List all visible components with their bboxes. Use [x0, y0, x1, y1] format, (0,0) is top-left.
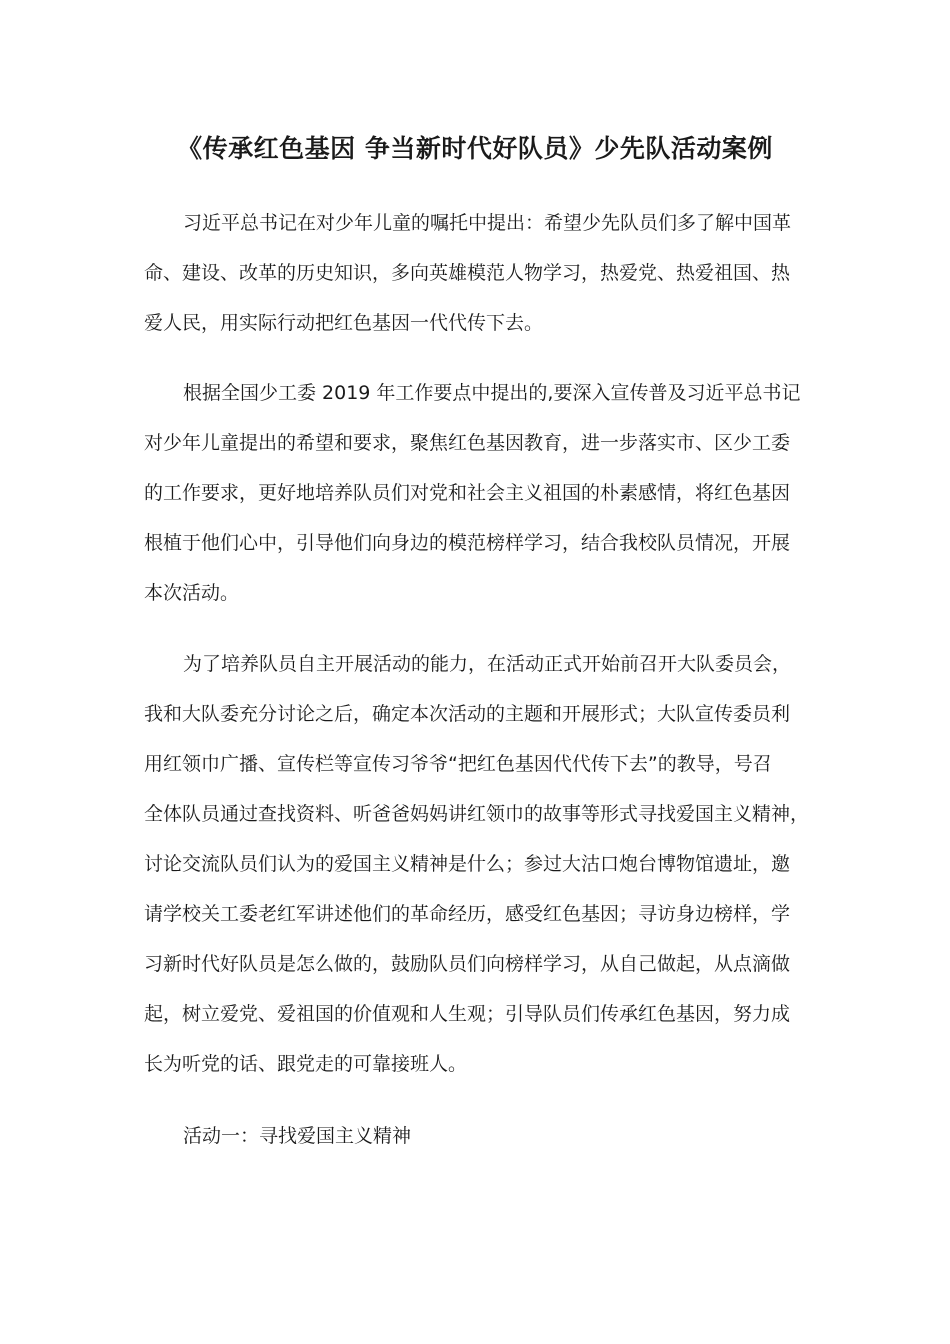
- paragraph-line: 根植于他们心中，引导他们向身边的模范榜样学习，结合我校队员情况，开展: [144, 532, 791, 554]
- paragraph-line: 我和大队委充分讨论之后，确定本次活动的主题和开展形式；大队宣传委员利: [144, 703, 791, 725]
- document-title: 《传承红色基因 争当新时代好队员》少先队活动案例: [177, 134, 773, 163]
- paragraph-line: 根据全国少工委 2019 年工作要点中提出的,要深入宣传普及习近平总书记: [183, 382, 801, 404]
- paragraph-line: 请学校关工委老红军讲述他们的革命经历，感受红色基因；寻访身边榜样，学: [144, 903, 791, 925]
- paragraph-1: [144, 198, 809, 348]
- paragraph-line: 爱人民，用实际行动把红色基因一代代传下去。: [144, 312, 544, 334]
- paragraph-line: 的工作要求，更好地培养队员们对党和社会主义祖国的朴素感情，将红色基因: [144, 482, 791, 504]
- paragraph-line: 对少年儿童提出的希望和要求，聚焦红色基因教育，进一步落实市、区少工委: [144, 432, 791, 454]
- paragraph-line: 习新时代好队员是怎么做的，鼓励队员们向榜样学习，从自己做起，从点滴做: [144, 953, 791, 975]
- paragraph-3: [144, 639, 809, 1089]
- paragraph-line: 用红领巾广播、宣传栏等宣传习爷爷“把红色基因代代传下去”的教导，号召: [144, 753, 772, 775]
- paragraph-line: 起，树立爱党、爱祖国的价值观和人生观；引导队员们传承红色基因，努力成: [144, 1003, 791, 1025]
- paragraph-line: 为了培养队员自主开展活动的能力，在活动正式开始前召开大队委员会，: [183, 653, 792, 675]
- paragraph-line: 长为听党的话、跟党走的可靠接班人。: [144, 1053, 468, 1075]
- paragraph-line: 习近平总书记在对少年儿童的嘱托中提出：希望少先队员们多了解中国革: [183, 212, 792, 234]
- paragraph-2: [144, 368, 809, 618]
- section-heading-activity-1: [144, 1111, 809, 1161]
- paragraph-line: 命、建设、改革的历史知识，多向英雄模范人物学习，热爱党、热爱祖国、热: [144, 262, 791, 284]
- paragraph-line: 活动一：寻找爱国主义精神: [183, 1125, 412, 1147]
- paragraph-line: 本次活动。: [144, 582, 240, 604]
- paragraph-line: 全体队员通过查找资料、听爸爸妈妈讲红领巾的故事等形式寻找爱国主义精神，: [144, 803, 810, 825]
- paragraph-line: 讨论交流队员们认为的爱国主义精神是什么；参过大沽口炮台博物馆遗址，邀: [144, 853, 791, 875]
